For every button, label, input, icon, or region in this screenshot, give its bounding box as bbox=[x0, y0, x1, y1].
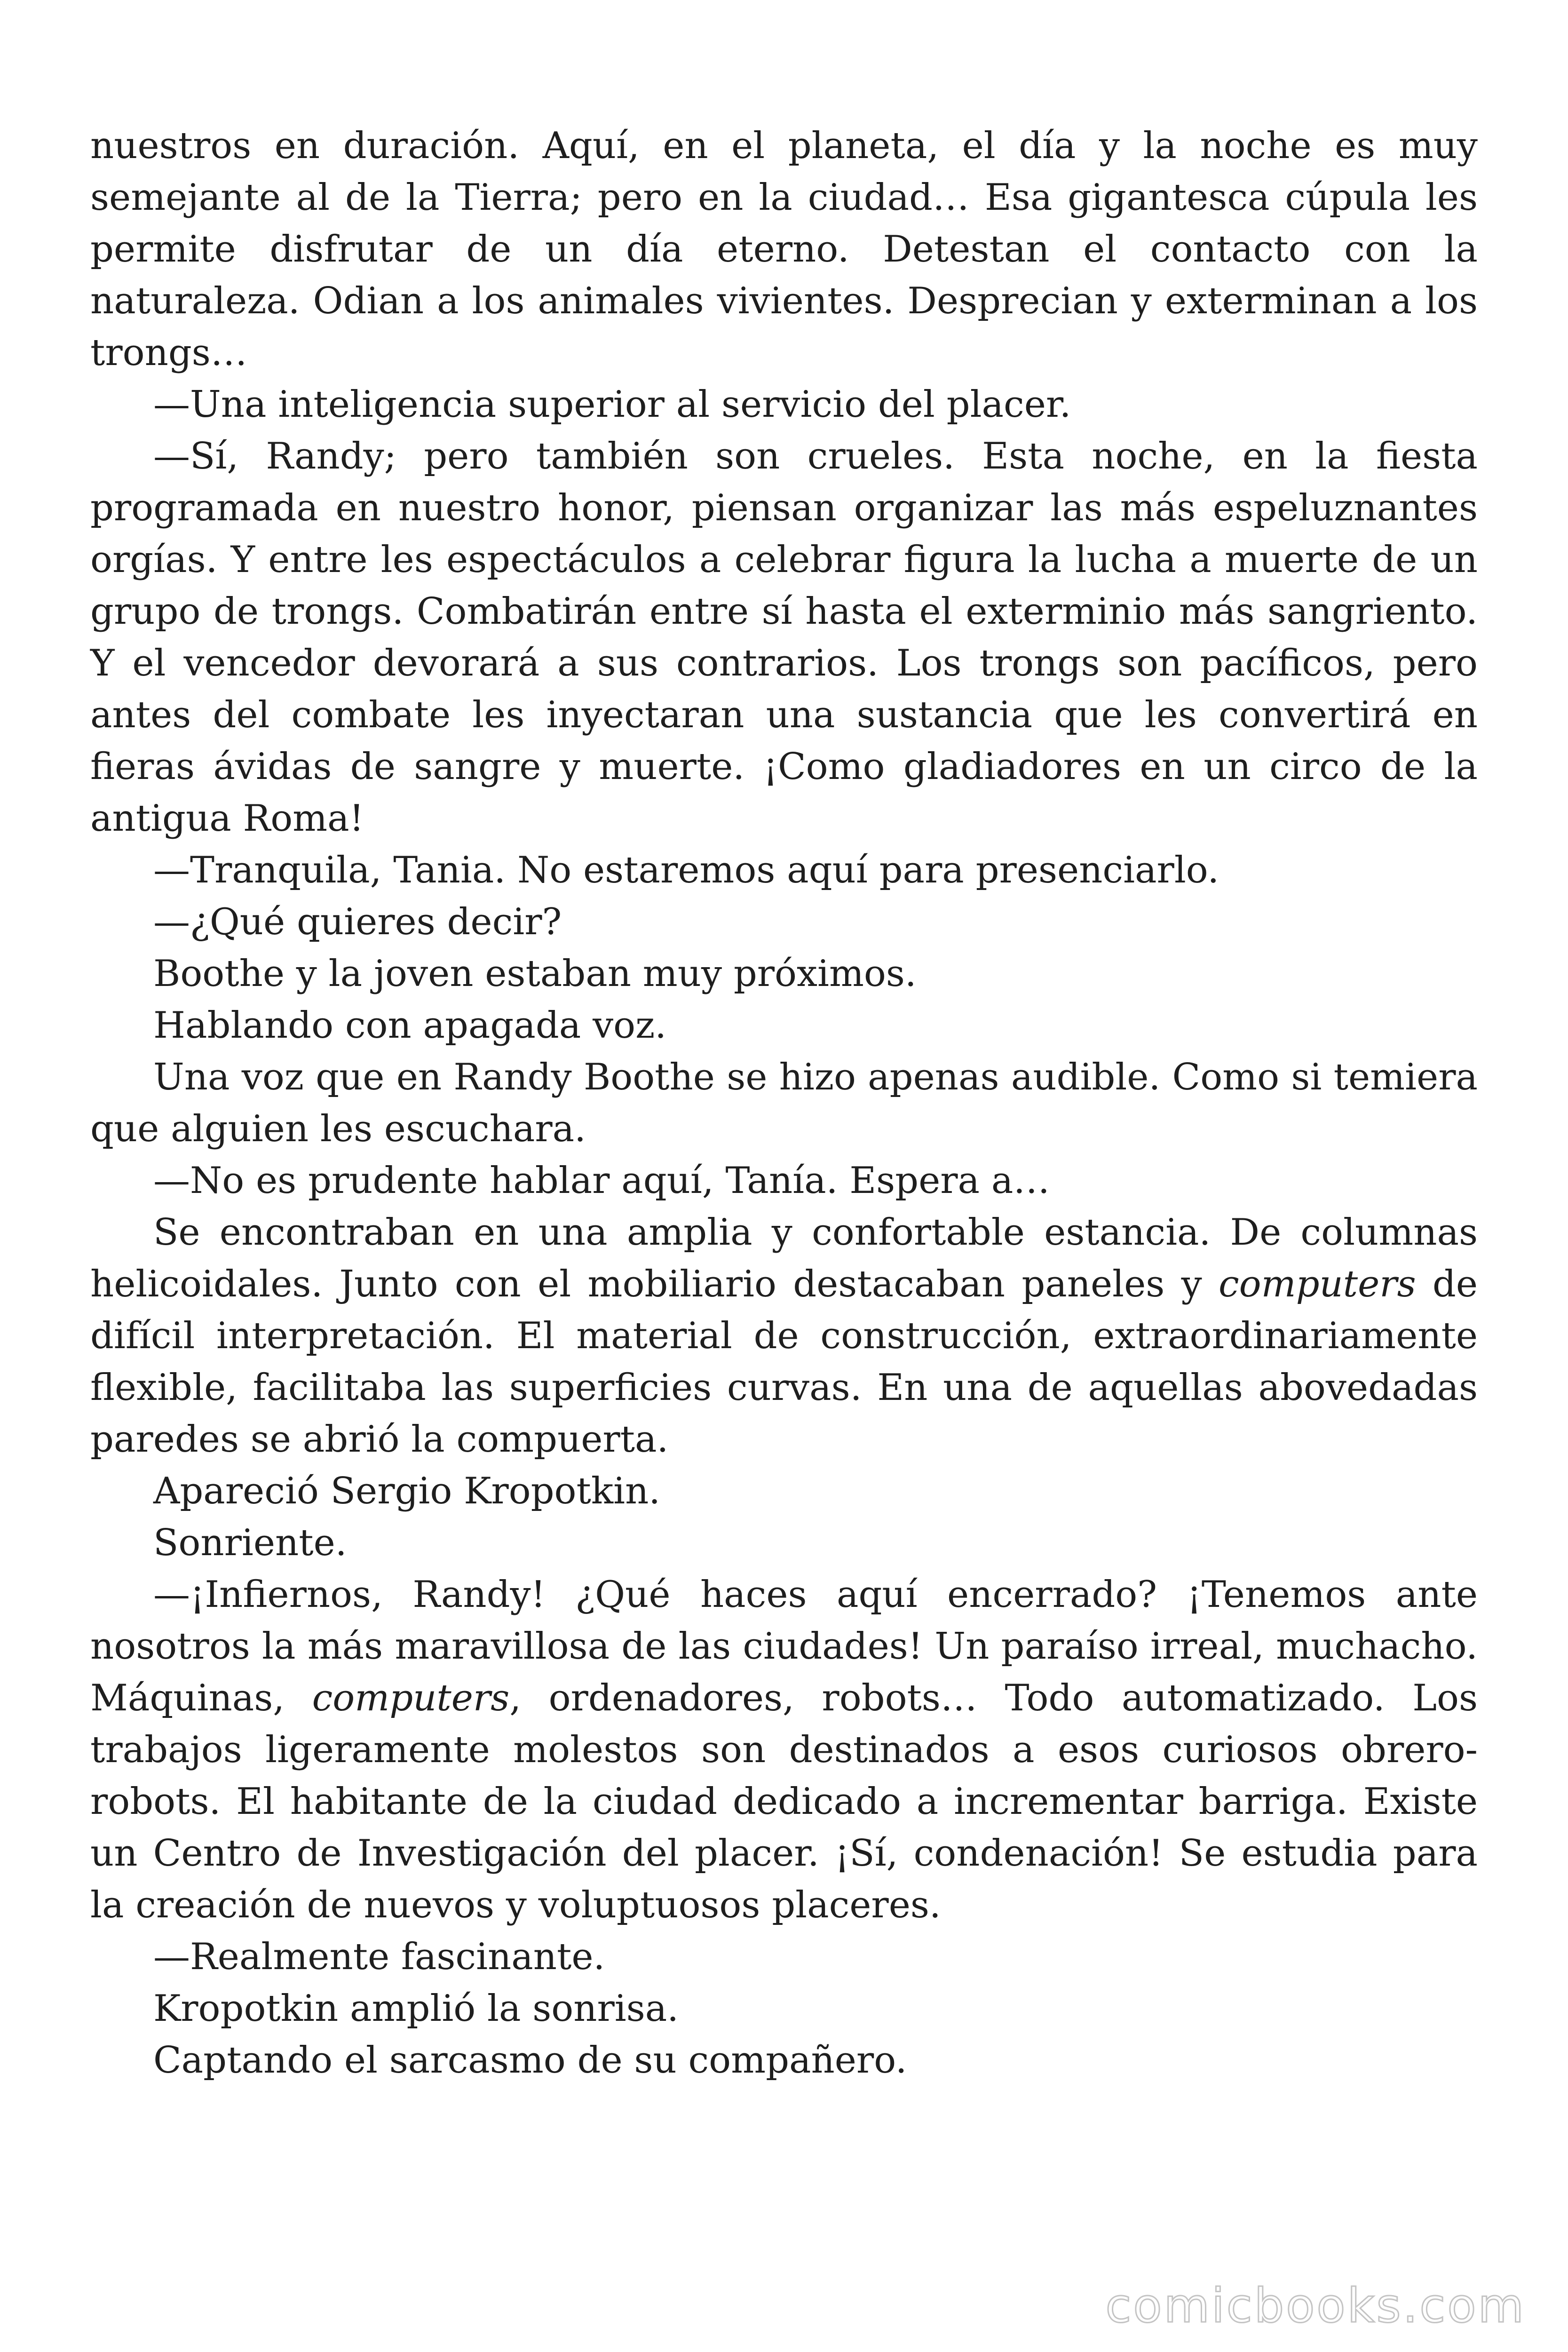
paragraph-text: —¿Qué quieres decir? bbox=[153, 901, 562, 943]
italic-word: computers bbox=[1219, 1263, 1416, 1305]
paragraph-text: Se encontraban en una amplia y confortable estancia. De columnas helicoidales. Junto con el mobiliario destacaban paneles y bbox=[90, 1211, 1478, 1305]
paragraph-1 bbox=[90, 120, 1478, 379]
paragraph-text: —Tranquila, Tania. No estaremos aquí para presenciarlo. bbox=[153, 849, 1220, 891]
paragraph-3 bbox=[90, 430, 1478, 844]
paragraph-16 bbox=[90, 2034, 1478, 2086]
paragraph-text: Apareció Sergio Kropotkin. bbox=[153, 1470, 661, 1512]
paragraph-12 bbox=[90, 1517, 1478, 1569]
paragraph-8 bbox=[90, 1051, 1478, 1155]
paragraph-6 bbox=[90, 948, 1478, 1000]
paragraph-text: —Una inteligencia superior al servicio del placer. bbox=[153, 383, 1071, 426]
page-body-text bbox=[90, 120, 1478, 2086]
paragraph-10 bbox=[90, 1207, 1478, 1465]
paragraph-text: Hablando con apagada voz. bbox=[153, 1004, 667, 1047]
paragraph-text: —¡Infiernos, Randy! ¿Qué haces aquí encerrado? ¡Tenemos ante nosotros la más maravillosa de las ciudades! Un paraíso irreal, muchacho. Máquinas, bbox=[90, 1573, 1478, 1719]
paragraph-text: , ordenadores, robots… Todo automatizado. Los trabajos ligeramente molestos son destinados a esos curiosos obrero-robots. El habitante de la ciudad dedicado a incrementar barriga. Existe un Centro de Investigación del placer. ¡Sí, condenación! Se estudia para la creación de nuevos y voluptuosos placeres. bbox=[90, 1677, 1478, 1926]
paragraph-text: —Sí, Randy; pero también son crueles. Esta noche, en la fiesta programada en nuestro honor, piensan organizar las más espeluznantes orgías. Y entre les espectáculos a celebrar figura la lucha a muerte de un grupo de trongs. Combatirán entre sí hasta el exterminio más sangriento. Y el vencedor devorará a sus contrarios. Los trongs son pacíficos, pero antes del combate les inyectaran una sustancia que les convertirá en fieras ávidas de sangre y muerte. ¡Como gladiadores en un circo de la antigua Roma! bbox=[90, 435, 1478, 840]
italic-word: computers bbox=[312, 1677, 510, 1719]
paragraph-2 bbox=[90, 379, 1478, 430]
paragraph-5 bbox=[90, 896, 1478, 948]
paragraph-text: Sonriente. bbox=[153, 1522, 347, 1564]
paragraph-11 bbox=[90, 1465, 1478, 1517]
paragraph-4 bbox=[90, 844, 1478, 896]
paragraph-text: Kropotkin amplió la sonrisa. bbox=[153, 1987, 679, 2030]
paragraph-text: Boothe y la joven estaban muy próximos. bbox=[153, 953, 917, 995]
paragraph-7 bbox=[90, 1000, 1478, 1051]
paragraph-15 bbox=[90, 1983, 1478, 2034]
paragraph-text: Captando el sarcasmo de su compañero. bbox=[153, 2039, 907, 2082]
paragraph-14 bbox=[90, 1931, 1478, 1983]
paragraph-text: —Realmente fascinante. bbox=[153, 1936, 605, 1978]
paragraph-text: nuestros en duración. Aquí, en el planeta, el día y la noche es muy semejante al de la Tierra; pero en la ciudad… Esa gigantesca cúpula les permite disfrutar de un día eterno. Detestan el contacto con la naturaleza. Odian a los animales vivientes. Desprecian y exterminan a los trongs… bbox=[90, 125, 1478, 374]
paragraph-9 bbox=[90, 1155, 1478, 1207]
paragraph-text: Una voz que en Randy Boothe se hizo apenas audible. Como si temiera que alguien les escuchara. bbox=[90, 1056, 1478, 1150]
watermark: comicbooks.com bbox=[1105, 2278, 1526, 2333]
paragraph-text: —No es prudente hablar aquí, Tanía. Espera a… bbox=[153, 1160, 1050, 1202]
paragraph-13 bbox=[90, 1569, 1478, 1931]
paragraph-text: de difícil interpretación. El material de construcción, extraordinariamente flexible, facilitaba las superficies curvas. En una de aquellas abovedadas paredes se abrió la compuerta. bbox=[90, 1263, 1478, 1461]
